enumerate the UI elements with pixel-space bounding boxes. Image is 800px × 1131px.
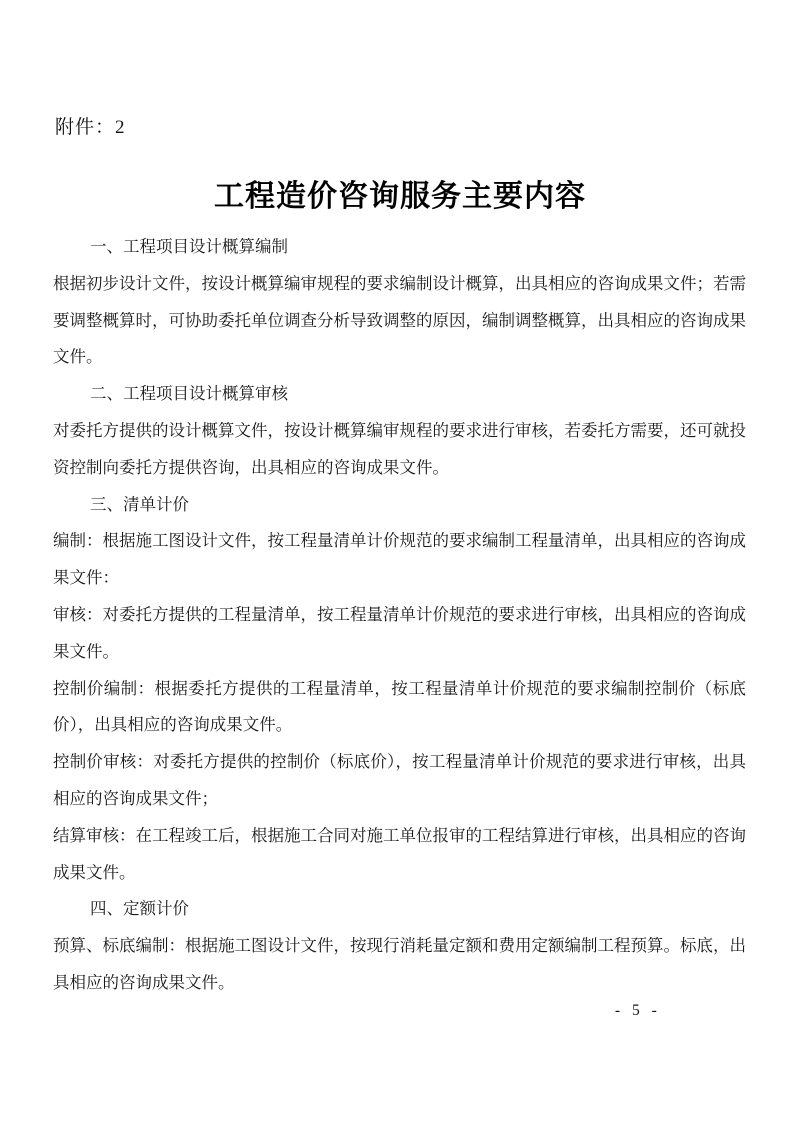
paragraph: 根据初步设计文件，按设计概算编审规程的要求编制设计概算，出具相应的咨询成果文件；若需要调整概算时，可协助委托单位调查分析导致调整的原因，编制调整概算，出具相应的咨询成果文件。 [53, 273, 746, 367]
document-title: 工程造价咨询服务主要内容 [214, 180, 586, 214]
section-heading: 四、定额计价 [90, 899, 189, 919]
page-number: - 5 - [615, 1002, 661, 1019]
section-heading: 三、清单计价 [90, 494, 189, 514]
paragraph: 预算、标底编制：根据施工图设计文件，按现行消耗量定额和费用定额编制工程预算。标底，出具相应的咨询成果文件。 [53, 936, 746, 992]
section-heading: 一、工程项目设计概算编制 [90, 237, 288, 256]
paragraph: 编制：根据施工图设计文件，按工程量清单计价规范的要求编制工程量清单，出具相应的咨询成果文件： [53, 531, 746, 588]
paragraph: 控制价审核：对委托方提供的控制价（标底价），按工程量清单计价规范的要求进行审核，出具相应的咨询成果文件； [53, 752, 746, 808]
attachment-label: 附件：2 [55, 117, 126, 138]
paragraph: 对委托方提供的设计概算文件，按设计概算编审规程的要求进行审核，若委托方需要，还可就投资控制向委托方提供咨询，出具相应的咨询成果文件。 [53, 420, 746, 477]
paragraph: 审核：对委托方提供的工程量清单，按工程量清单计价规范的要求进行审核，出具相应的咨询成果文件。 [53, 604, 746, 661]
section-heading: 二、工程项目设计概算审核 [90, 384, 288, 404]
document-body [53, 229, 746, 1002]
paragraph: 结算审核：在工程竣工后，根据施工合同对施工单位报审的工程结算进行审核，出具相应的咨询成果文件。 [53, 825, 746, 882]
paragraph: 控制价编制：根据委托方提供的工程量清单，按工程量清单计价规范的要求编制控制价（标底价），出具相应的咨询成果文件。 [53, 678, 746, 735]
